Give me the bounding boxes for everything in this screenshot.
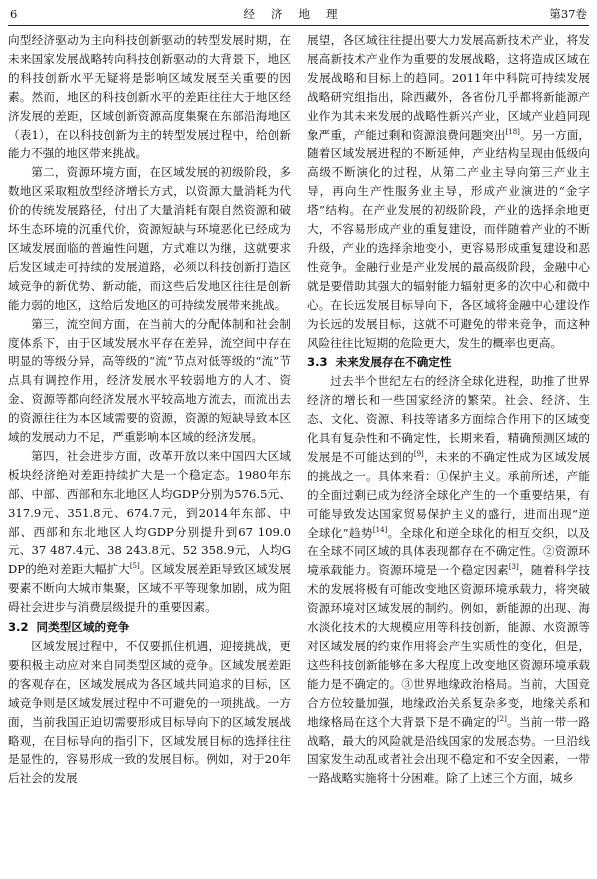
text-run: ，未来的不确定性成为区域发展的挑战之一。具体来看：①保护主义。承前所述，产能的全面过剩已成为经济全球化产生的一个重要结果，有可能导致发达国家贸易保护主义的盛行，进而出现“逆全球化”趋势 bbox=[307, 449, 590, 540]
section-title: 未来发展存在不确定性 bbox=[335, 355, 452, 370]
section-heading bbox=[8, 618, 291, 637]
volume-label: 第37卷 bbox=[549, 7, 587, 21]
left-column bbox=[8, 31, 291, 788]
paragraph: 第三，流空间方面，在当前大的分配体制和社会制度体系下，由于区域发展水平存在差异，流空间中存在明显的等级分异，高等级的“流”节点对低等级的“流”节点具有调控作用，经济发展水平较弱地方的人才、资金、资源等都向经济发展水平较高地方流去，而流出去的资源往往为本区域需要的资源，资源的短缺导致本区域的发展动力不足，严重影响本区域的经济发展。 bbox=[8, 316, 291, 445]
section-heading bbox=[307, 353, 590, 372]
citation-ref: [9] bbox=[413, 450, 424, 459]
paragraph: 向型经济驱动为主向科技创新驱动的转型发展时期，在未来国家发展战略转向科技创新驱动的大背景下，地区的科技创新水平无疑将是影响区域发展至关重要的因素。然而，地区的科技创新水平的差距往往大于地区经济发展的差距，区域创新资源高度集聚在东部沿海地区（表1），在以科技创新为主的转型发展过程中，给创新能力不强的地区带来挑战。 bbox=[8, 33, 291, 161]
paragraph bbox=[8, 447, 291, 617]
paragraph bbox=[307, 372, 590, 788]
text-run: 。当前一带一路战略，最大的风险就是沿线国家的发展态势。一旦沿线国家发生动乱或者社会出现不稳定和不安全因素，一带一路战略实施将十分困难。除了上述三个方面，城乡 bbox=[307, 714, 590, 786]
text-run: 。另一方面，随着区域发展进程的不断延伸，产业结构呈现由低级向高级不断演化的过程，从第二产业主导向第三产业主导，再向生产性服务业主导，形成产业演进的“金字塔”结构。在产业发展的初级阶段，产业的选择余地更大，不容易形成产业的重复建设，而伴随着产业的不断升级，产业的选择余地变小，更容易形成重复建设和恶性竞争。金融行业是产业发展的最高级阶段，金融中心就是要借助其强大的辐射能力辐射更多的次中心和微中心。在长远发展目标导向下，各区域将金融中心建设作为长远的发展目标，这就不可避免的带来竞争，而这种风险往往比短期的危险更大，发生的概率也更高。 bbox=[307, 127, 590, 350]
text-run: ，随着科学技术的发展将极有可能改变地区资源环境承载力，将突破资源环境对区域发展的制约。例如，新能源的出现、海水淡化技术的大规模应用等科技创新，能源、水资源等对区域发展的约束作用将会产生实质性的变化，但是，这些科技创新能够在多大程度上改变地区资源环境承载能力是不确定的。③世界地缘政治格局。当前，大国竞合方位较量加强，地缘政治关系复杂多变，地缘关系和地缘格局在这个大背景下是不确定的 bbox=[307, 563, 590, 729]
text-run: 第四，社会进步方面，改革开放以来中国四大区域板块经济绝对差距持续扩大是一个稳定态。1980年东部、中部、西部和东北地区人均GDP分别为576.5元、317.9元、351.8元、674.7元，到2014年东部、中部、西部和东北地区人均GDP分别提升到67 109.0元、37 487.4元、38 243.8元、52 358.9元，人均GDP的绝对差距大幅扩大 bbox=[8, 448, 291, 577]
citation-ref: [5] bbox=[129, 562, 140, 571]
text-run: 过去半个世纪左右的经济全球化进程，助推了世界经济的增长和一些国家经济的繁荣。社会、经济、生态、文化、资源、科技等诸多方面综合作用下的区域变化具有复杂性和不确定性，长期来看，精确预测区域的发展是不可能达到的 bbox=[307, 374, 590, 464]
citation-ref: [2] bbox=[496, 714, 507, 723]
citation-ref: [3] bbox=[508, 563, 519, 572]
paragraph: 区域发展过程中，不仅要抓住机遇，迎接挑战，更要积极主动应对来自同类型区域的竞争。区域发展差距的客观存在，区域发展成为各区域共同追求的目标，区域竞争则是区域发展过程中不可避免的一项挑战。一方面，当前我国正迫切需要形成目标导向下的区域发展战略观，在目标导向的指引下，区域发展目标的选择往往是显性的，容易形成一致的发展目标。例如，对于20年后社会的发展 bbox=[8, 639, 291, 786]
citation-ref: [14] bbox=[372, 525, 388, 534]
page-number: 6 bbox=[10, 7, 18, 21]
text-run: 。全球化和逆全球化的相互交织，以及在全球不同区域的具体表现都存在不确定性。②资源环境承载能力。资源环境是一个稳定因素 bbox=[307, 525, 590, 578]
running-header bbox=[8, 4, 589, 24]
paragraph: 第二，资源环境方面，在区域发展的初级阶段，多数地区采取粗放型经济增长方式，以资源大量消耗为代价的传统发展路径，付出了大量消耗有限自然资源和破坏生态环境的沉重代价，资源短缺与环境恶化已经成为区域发展面临的普遍性问题，方式难以为继，这就要求后发区域走可持续的发展道路，必须以科技创新打造区域竞争的新优势、新动能，而这些后发地区往往是创新能力弱的地区，这给后发地区的可持续发展带来挑战。 bbox=[8, 165, 291, 312]
section-number: 3.2 bbox=[8, 620, 29, 635]
section-title: 同类型区域的竞争 bbox=[36, 620, 130, 635]
text-run: 。区域发展差距导致区域发展要素不断向大城市集聚，区域不平等现象加剧，成为阻碍社会进步与消费层级提升的重要因素。 bbox=[8, 562, 291, 615]
text-run: 展望，各区域往往提出要大力发展高新技术产业，将发展高新技术产业作为重要的发展战略，这将造成区域在发展战略和目标上的趋同。2011年中科院可持续发展战略研究组指出，除西藏外，各省份几乎都将新能源产业作为其未来发展的战略性新兴产业，区域产业趋同现象严重，产能过剩和资源浪费问题突出 bbox=[307, 33, 590, 142]
section-number: 3.3 bbox=[307, 355, 328, 370]
citation-ref: [18] bbox=[505, 127, 520, 136]
header-rule bbox=[8, 25, 589, 26]
right-column bbox=[307, 31, 590, 788]
journal-title: 经济地理 bbox=[243, 7, 354, 21]
paragraph bbox=[307, 31, 590, 352]
